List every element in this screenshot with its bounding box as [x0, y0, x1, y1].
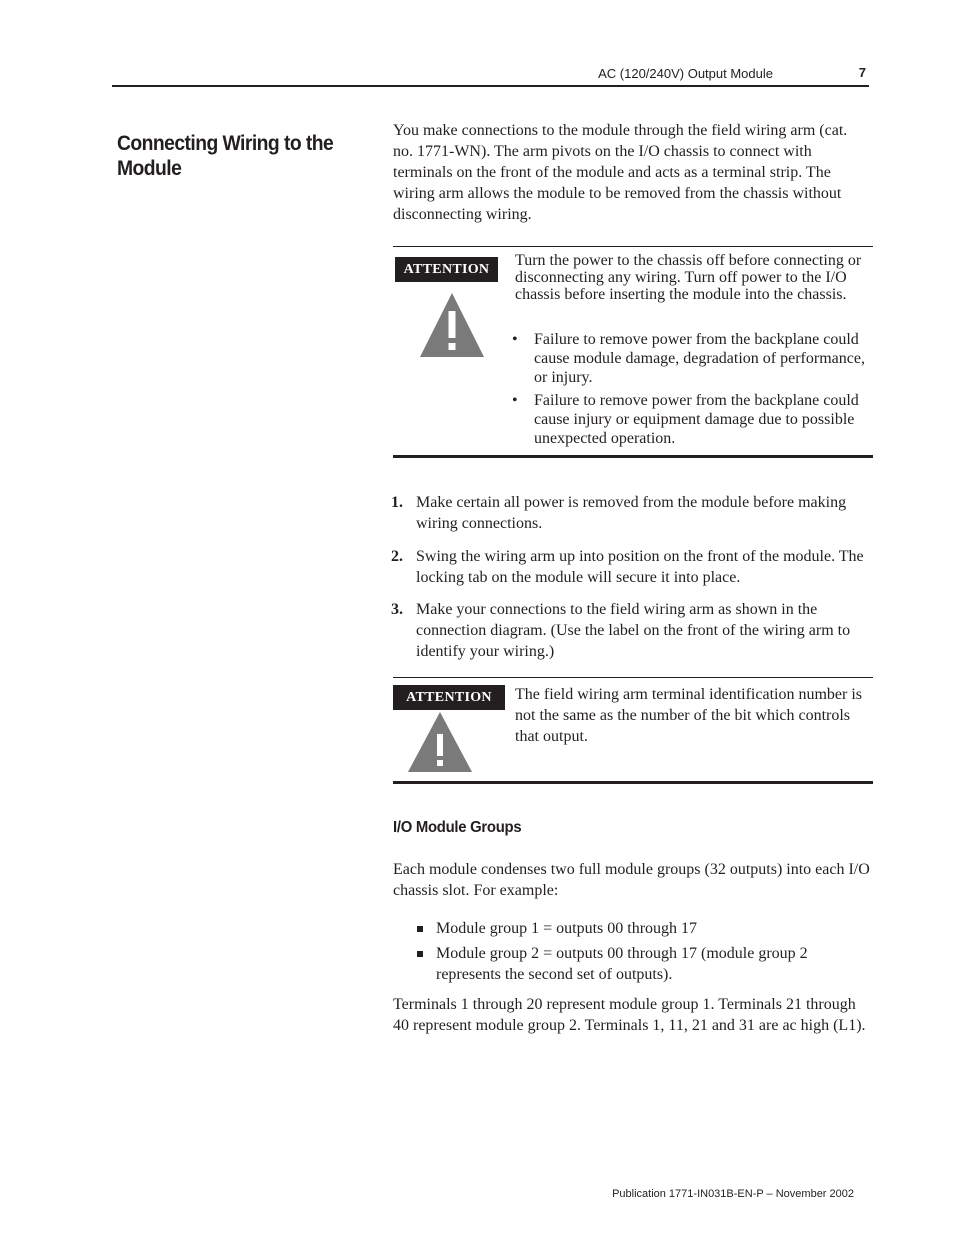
header-rule	[112, 85, 869, 87]
step-text: Swing the wiring arm up into position on the front of the module. The locking tab on the module will secure it into place.	[416, 548, 864, 586]
attention2-label: ATTENTION	[393, 685, 505, 710]
step-number: 1.	[391, 494, 403, 511]
warning-triangle-icon	[418, 291, 486, 359]
step-item	[391, 492, 871, 534]
attention1-label: ATTENTION	[395, 257, 498, 282]
attention1-bullet: • Failure to remove power from the backplane could cause injury or equipment damage due to possible unexpected operation.	[512, 392, 859, 447]
attention1-bullet: • Failure to remove power from the backplane could cause module damage, degradation of performance, or injury.	[512, 331, 865, 386]
publication-footer: Publication 1771-IN031B-EN-P – November 2002	[612, 1188, 854, 1200]
step-item	[391, 546, 871, 588]
attention1-text: Turn the power to the chassis off before connecting or disconnecting any wiring. Turn off power to the I/O chassis before inserting the module into the chassis.	[515, 252, 862, 303]
square-bullet	[417, 926, 423, 932]
io-groups-list	[417, 918, 867, 989]
step-item	[391, 599, 871, 662]
step-number: 3.	[391, 601, 403, 618]
step-text: Make your connections to the field wiring arm as shown in the connection diagram. (Use the label on the front of the wiring arm to identify your wiring.)	[416, 601, 851, 660]
io-groups-heading: I/O Module Groups	[393, 819, 522, 836]
page-number: 7	[858, 65, 866, 80]
warning-triangle-icon	[406, 710, 474, 774]
attention2-bottom-rule	[393, 781, 873, 784]
square-bullet	[417, 951, 423, 957]
section-heading: Connecting Wiring to the Module	[117, 132, 334, 180]
io-groups-item: Module group 2 = outputs 00 through 17 (module group 2 represents the second set of outputs).	[417, 943, 867, 985]
step-text: Make certain all power is removed from the module before making wiring connections.	[416, 494, 847, 532]
steps-list	[391, 492, 871, 662]
step-number: 2.	[391, 548, 403, 565]
running-header-title: AC (120/240V) Output Module	[598, 66, 773, 81]
bullet-dot: •	[512, 331, 518, 348]
io-groups-intro: Each module condenses two full module groups (32 outputs) into each I/O chassis slot. For example:	[393, 861, 870, 899]
attention1-bottom-rule	[393, 455, 873, 458]
attention1-bullets	[510, 330, 870, 452]
attention2-top-rule	[393, 677, 873, 678]
attention2-text: The field wiring arm terminal identification number is not the same as the number of the bit which controls that output.	[515, 686, 863, 745]
bullet-dot: •	[512, 392, 518, 409]
io-groups-closing: Terminals 1 through 20 represent module group 1. Terminals 21 through 40 represent module group 2. Terminals 1, 11, 21 and 31 are ac high (L1).	[393, 996, 866, 1034]
io-groups-item: Module group 1 = outputs 00 through 17	[417, 918, 867, 939]
attention1-top-rule	[393, 246, 873, 247]
intro-paragraph: You make connections to the module through the field wiring arm (cat. no. 1771-WN). The arm pivots on the I/O chassis to connect with terminals on the front of the module and acts as a terminal strip. The wiring arm allows the module to be removed from the chassis without disconnecting wiring.	[393, 122, 848, 223]
